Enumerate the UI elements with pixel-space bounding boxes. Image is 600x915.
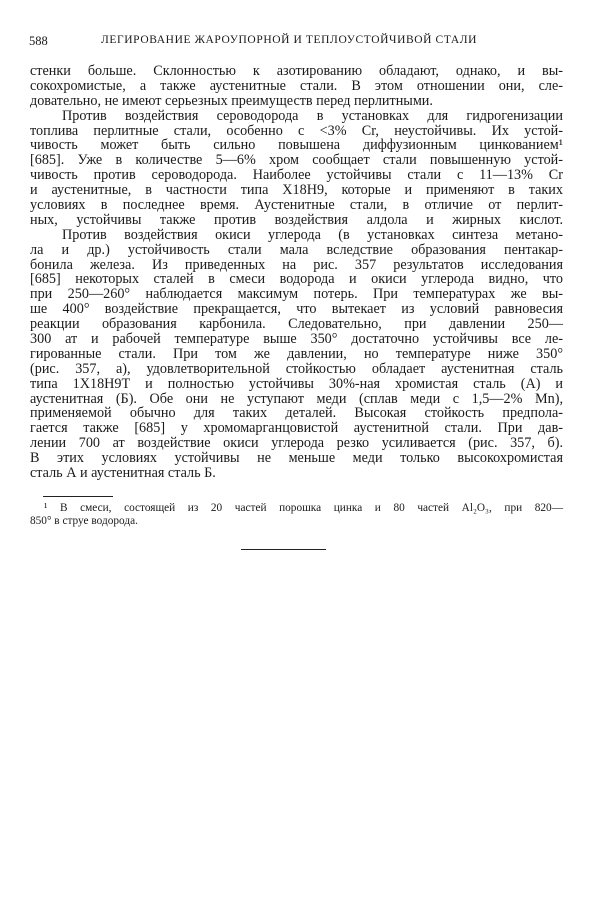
text-line: бонила железа. Из приведенных на рис. 357 результатов исследования	[30, 256, 563, 273]
text-line: сокохромистые, а также аустенитные стали. В этом отношении они, сле-	[30, 77, 563, 94]
running-title: ЛЕГИРОВАНИЕ ЖАРОУПОРНОЙ И ТЕПЛОУСТОЙЧИВОЙ СТАЛИ	[101, 34, 478, 46]
text-line: реакции образования карбонила. Следовательно, при давлении 250—	[30, 316, 563, 333]
text-line: чивость может быть сильно повышена диффузионным цинкованием¹	[30, 137, 563, 154]
text-line: (рис. 357, а), удовлетворительной стойкостью обладает аустенитная сталь	[30, 360, 563, 377]
text-line: лении 700 ат воздействие окиси углерода резко усиливается (рис. 357, б).	[30, 435, 563, 452]
text-line: стенки больше. Склонностью к азотированию обладают, однако, и вы-	[30, 63, 563, 79]
text-line: сталь А и аустенитная сталь Б.	[30, 465, 216, 482]
text-line: и аустенитные, в частности типа Х18Н9, которые и применяют в таких	[30, 182, 563, 199]
text-line: условиях в последнее время. Аустенитные стали, в отличие от перлит-	[30, 197, 563, 214]
text-line: гированные стали. При том же давлении, но температуре ниже 350°	[30, 345, 563, 362]
text-line: гается также [685] у хромомарганцовистой аустенитной стали. При дав-	[30, 420, 563, 437]
text-line: топлива перлитные стали, особенно с <3% Cr, неустойчивы. Их устой-	[30, 122, 563, 139]
page-number: 588	[29, 34, 48, 48]
text-line: [685]. Уже в количестве 5—6% хром сообщает стали повышенную устой-	[30, 152, 563, 169]
text-line: при 250—260° наблюдается максимум потерь. При температурах же вы-	[30, 286, 563, 303]
text-line: типа 1Х18Н9Т и полностью устойчивы 30%-ная хромистая сталь (А) и	[30, 375, 563, 392]
text-line: применяемой обычно для таких деталей. Высокая стойкость предпола-	[30, 405, 563, 422]
page-header	[29, 34, 563, 50]
text-line: 300 ат и рабочей температуре выше 350° достаточно устойчивы все ле-	[30, 331, 563, 348]
text-line: Против воздействия окиси углерода (в установках синтеза метано-	[62, 226, 563, 243]
footnote-divider	[43, 496, 113, 497]
text-line: ла и др.) устойчивость стали мала вследствие образования пентакар-	[30, 241, 563, 258]
footnote	[30, 502, 563, 527]
text-line: [685] некоторых сталей в смеси водорода и окиси углерода видно, что	[30, 271, 563, 288]
body-text	[30, 64, 563, 481]
text-line: довательно, не имеют серьезных преимуществ перед перлитными.	[30, 92, 433, 109]
text-line: В этих условиях устойчивы не меньше меди только высокохромистая	[30, 450, 563, 467]
text-line: Против воздействия сероводорода в установках для гидрогенизации	[62, 107, 563, 124]
footnote-line: ¹ В смеси, состоящей из 20 частей порошка цинка и 80 частей Al₂O₃, при 820—	[44, 502, 563, 514]
text-line: ше 400° воздействие прекращается, что вытекает из условий равновесия	[30, 301, 563, 318]
section-end-rule	[241, 549, 326, 550]
footnote-line: 850° в струе водорода.	[30, 514, 138, 527]
text-line: чивость против сероводорода. Наиболее устойчивы стали с 11—13% Cr	[30, 167, 563, 184]
text-line: ных, устойчивы также против воздействия алдола и жирных кислот.	[30, 211, 563, 228]
text-line: аустенитная (Б). Обе они не уступают меди (сплав меди с 1,5—2% Mn),	[30, 390, 563, 407]
